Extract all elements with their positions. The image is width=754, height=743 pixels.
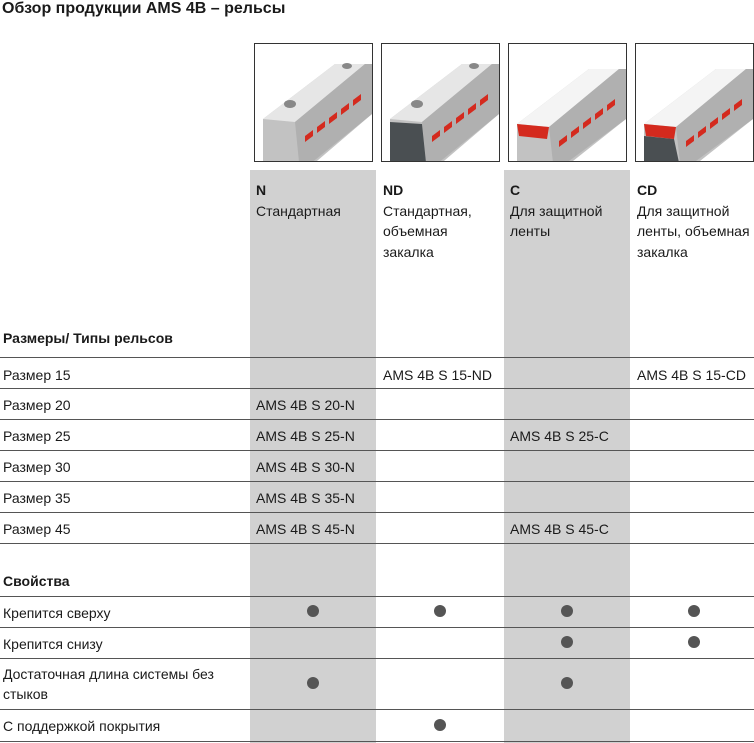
property-label: Крепится сверху <box>3 605 111 621</box>
column-code: N <box>256 182 267 198</box>
column-desc-line: закалка <box>637 243 688 260</box>
size-cell: AMS 4B S 30-N <box>256 459 355 475</box>
row-divider <box>0 543 754 544</box>
column-desc-line: Для защитной <box>510 202 603 219</box>
property-label <box>3 664 214 704</box>
size-cell: AMS 4B S 25-N <box>256 428 355 444</box>
size-cell: AMS 4B S 25-C <box>510 428 609 444</box>
column-header-c <box>510 180 602 242</box>
column-desc-line: ленты <box>510 223 551 239</box>
column-desc-line: объемная <box>383 223 448 239</box>
check-dot <box>561 636 573 648</box>
rail-image-n <box>254 43 373 162</box>
column-code: ND <box>383 182 404 198</box>
size-label: Размер 45 <box>3 521 71 537</box>
row-divider <box>0 450 754 451</box>
row-divider <box>0 357 754 358</box>
size-cell: AMS 4B S 20-N <box>256 397 355 413</box>
column-header-nd <box>383 180 472 262</box>
sizes-section-header: Размеры/ Типы рельсов <box>3 330 173 346</box>
check-dot <box>307 605 319 617</box>
size-label: Размер 15 <box>3 367 71 383</box>
column-code: C <box>510 182 521 198</box>
size-label: Размер 20 <box>3 397 71 413</box>
column-header-n <box>256 180 341 221</box>
column-desc-line: ленты, объемная <box>637 223 750 239</box>
size-cell: AMS 4B S 45-C <box>510 521 609 537</box>
column-desc-line: закалка <box>383 243 434 260</box>
check-dot <box>434 719 446 731</box>
properties-section-header: Свойства <box>3 573 70 589</box>
row-divider <box>0 741 754 742</box>
check-dot <box>434 605 446 617</box>
rail-image-nd <box>381 43 500 162</box>
column-desc-line: Стандартная, <box>383 202 472 219</box>
column-desc-line: Стандартная <box>256 202 341 219</box>
row-divider <box>0 709 754 710</box>
size-label: Размер 25 <box>3 428 71 444</box>
rail-image-c <box>508 43 627 162</box>
size-label: Размер 35 <box>3 490 71 506</box>
property-label-line: стыков <box>3 686 48 702</box>
check-dot <box>561 605 573 617</box>
property-label: Крепится снизу <box>3 636 103 652</box>
row-divider <box>0 419 754 420</box>
page-title: Обзор продукции AMS 4B – рельсы <box>2 0 286 17</box>
check-dot <box>561 677 573 689</box>
size-cell: AMS 4B S 15-ND <box>383 367 492 383</box>
row-divider <box>0 512 754 513</box>
row-divider <box>0 627 754 628</box>
size-label: Размер 30 <box>3 459 71 475</box>
size-cell: AMS 4B S 45-N <box>256 521 355 537</box>
row-divider <box>0 481 754 482</box>
property-label: С поддержкой покрытия <box>3 718 161 734</box>
row-divider <box>0 658 754 659</box>
check-dot <box>307 677 319 689</box>
check-dot <box>688 605 700 617</box>
size-cell: AMS 4B S 35-N <box>256 490 355 506</box>
property-label-line: Достаточная длина системы без <box>3 666 214 682</box>
rail-image-cd <box>635 43 754 162</box>
column-code: CD <box>637 182 658 198</box>
row-divider <box>0 388 754 389</box>
column-desc-line: Для защитной <box>637 202 730 219</box>
size-cell: AMS 4B S 15-CD <box>637 367 746 383</box>
row-divider <box>0 596 754 597</box>
check-dot <box>688 636 700 648</box>
column-header-cd <box>637 180 750 262</box>
